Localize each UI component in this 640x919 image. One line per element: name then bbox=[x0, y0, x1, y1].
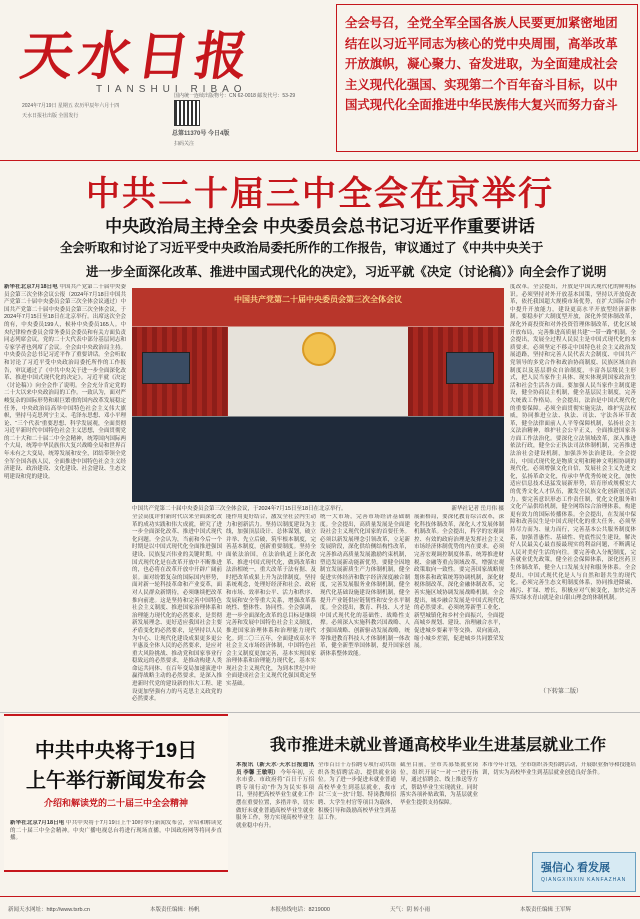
issue-line: 总第11370号 今日4版 bbox=[172, 131, 230, 137]
press-conference-body bbox=[10, 820, 222, 868]
article-column-2: 全会高度评价新时代以来全面深化改革的成功实践和伟大成就，研究了进一步全面深化改革、推进中国式现代化问题。全会认为，当前和今后一个时期是以中国式现代化全面推进强国建设、民族复兴伟业的关键时期。中国式现代化是在改革开放中不断推进的，也必将在改革开放中开辟广阔前景。面对纷繁复杂的国际国内形势，面对新一轮科技革命和产业变革，面对人民群众新期待，必须继续把改革推向前进。这是坚持和完善中国特色社会主义制度、推进国家治理体系和治理能力现代化的必然要求，是贯彻新发展理念、更好适应我国社会主要矛盾变化的必然要求，是坚持以人民为中心、让现代化建设成果更多更公平惠及全体人民的必然要求，是应对重大风险挑战、推动党和国家事业行稳致远的必然要求，是推动构建人类命运共同体、在百年变局加速演进中赢得战略主动的必然要求，是深入推进新时代党的建设新的伟大工程、建设更加坚强有力的马克思主义政党的必然要求。 bbox=[132, 514, 222, 703]
employment-byline: 本报讯（新天水·天水日报通讯员 李馨 王敏明） bbox=[236, 762, 314, 776]
employment-column-4: 本市今年计划，全市组织各类招聘活动，开展职业指导和技能培训，切实为高校毕业生到基层就业创造良好条件。 bbox=[482, 762, 636, 776]
employment-column-1-text: 今年年初，天水市委、市政府将“百日千万招聘专项行动”作为为民实事项目，坚持把高校毕业生就业工作摆在重要位置，多措并举，切实做好未就业普通高校毕业生就业服务工作，努力实现高校毕业生就业稳中有升。 bbox=[236, 769, 314, 829]
press-conference-subtitle: 介绍和解读党的二十届三中全会精神 bbox=[43, 798, 188, 808]
article-dateline: 新华社北京7月18日电 bbox=[4, 284, 58, 290]
press-conference-box bbox=[4, 714, 228, 872]
article-column-1-text: 中国共产党第二十届中央委员会第三次全体会议公报（2024年7月18日中国共产党第二十届中央委员会第三次全体会议通过）中国共产党第二十届中央委员会第三次全体会议，于2024年7月15日至18日在北京举行。出席这次全会的有，中央委员199人，候补中央委员165人。中央纪律检查委员会常务委员会委员和有关方面负责同志列席会议。党的二十大代表中部分基层同志和专家学者也列席了会议。全会由中央政治局主持。中央委员会总书记习近平作了重要讲话。全会听取和讨论了习近平受中央政治局委托所作的工作报告，审议通过了《中共中央关于进一步全面深化改革、推进中国式现代化的决定》。习近平就《决定（讨论稿）》向全会作了说明。全会充分肯定党的二十大以来中央政治局的工作。一致认为，面对严峻复杂的国际形势和艰巨繁重的国内改革发展稳定任务，中央政治局高举中国特色社会主义伟大旗帜，坚持马克思列宁主义、毛泽东思想、邓小平理论、“三个代表”重要思想、科学发展观，全面贯彻习近平新时代中国特色社会主义思想，全面贯彻党的二十大和二十届二中全会精神，统筹国内国际两个大局，统筹中华民族伟大复兴战略全局和世界百年未有之大变局，统筹发展和安全，团结带领全党全军全国各族人民，全面推进中国特色社会主义经济建设、政治建设、文化建设、社会建设、生态文明建设和党的建设。 bbox=[4, 284, 126, 480]
deck-line-1: 全会听取和讨论了习近平受中央政治局委托所作的工作报告，审议通过了《中共中央关于 bbox=[60, 240, 544, 255]
qr-label: 扫码关注 bbox=[174, 141, 195, 147]
cn-line: 国内统一连续出版物号：CN 62-0018 邮发代号：53-29 bbox=[174, 93, 296, 99]
plenary-photo bbox=[132, 288, 504, 502]
promo-text: 强信心 看发展 bbox=[541, 862, 611, 874]
press-conference-title-1: 中共中央将于19日 bbox=[34, 740, 198, 762]
press-conference-dateline: 新华社北京7月18日电 bbox=[10, 820, 65, 826]
article-column-3: 能作用更好结合，激发全社会内生动力和创新活力。坚持以制度建设为主线，加强顶层设计、总体谋划，破立并举、先立后破，筑牢根本制度，完善基本制度，创新重要制度。坚持全面依法治国，在法治轨道上深化改革、推进中国式现代化，做到改革和法治相统一，重大改革于法有据、及时把改革成果上升为法律制度。坚持系统观念，处理好经济和社会、政府和市场、效率和公平、活力和秩序、发展和安全等重大关系，增强改革系统性、整体性、协同性。全会强调，进一步全面深化改革的总目标是继续完善和发展中国特色社会主义制度，推进国家治理体系和治理能力现代化。到二〇三五年，全面建成高水平社会主义市场经济体制，中国特色社会主义制度更加完善，基本实现国家治理体系和治理能力现代化，基本实现社会主义现代化，为到本世纪中叶全面建成社会主义现代化强国奠定坚实基础。 bbox=[226, 514, 316, 688]
page-footer bbox=[0, 896, 640, 919]
photo-credit: 新华社记者 岳月伟 摄 bbox=[451, 506, 504, 512]
employment-column-2: 全市百日千万招聘专项行动共组织各类招聘活动、提供就业岗位。为了进一步促进未就业普通高校毕业生到基层就业，我市以“三支一扶”计划、特岗教师招聘、大学生村官等项目为载体，积极引导和鼓励高校毕业生到基层工作。 bbox=[318, 762, 396, 822]
employment-column-1 bbox=[236, 762, 314, 890]
article-column-4: 统一大市场，完善市场经济基础制度。全会提出，高质量发展是全面建设社会主义现代化国家的首要任务。必须以新发展理念引领改革，立足新发展阶段，深化供给侧结构性改革，完善推动高质量发展激励约束机制，塑造发展新动能新优势。要健全因地制宜发展新质生产力体制机制，健全促进实体经济和数字经济深度融合制度，完善发展服务业体制机制，健全现代化基础设施建设体制机制，健全提升产业链供应链韧性和安全水平制度。全会提出，教育、科技、人才是中国式现代化的基础性、战略性支撑。必须深入实施科教兴国战略、人才强国战略、创新驱动发展战略，统筹推进教育科技人才体制机制一体改革，健全新型举国体制，提升国家创新体系整体效能。 bbox=[320, 514, 410, 657]
photo-caption bbox=[132, 504, 504, 512]
footer-website[interactable]: 新闻天水网址：http://www.tsrb.cn bbox=[8, 907, 90, 913]
article-column-right: 度改革。全会提出，开放是中国式现代化的鲜明标识。必须坚持对外开放基本国策，坚持以开放促改革，依托我国超大规模市场优势，在扩大国际合作中提升开放能力，建设更高水平开放型经济新体制。要稳步扩大制度型开放，深化外贸体制改革，深化外商投资和对外投资管理体制改革，优化区域开放布局，完善推进高质量共建“一带一路”机制。全会提出，发展全过程人民民主是中国式现代化的本质要求。必须坚定不移走中国特色社会主义政治发展道路，坚持和完善人民代表大会制度、中国共产党领导的多党合作和政治协商制度、民族区域自治制度以及基层群众自治制度，丰富各层级民主形式，把人民当家作主具体、现实体现到国家政治生活和社会生活各方面。要加强人民当家作主制度建设，健全协商民主机制，健全基层民主制度，完善大统战工作格局。全会提出，法治是中国式现代化的重要保障。必须全面贯彻实施宪法，维护宪法权威，协同推进立法、执法、司法、守法各环节改革，健全法律面前人人平等保障机制，弘扬社会主义法治精神，维护社会公平正义，全面推进国家各方面工作法治化。要深化立法领域改革，深入推进依法行政，健全公正执法司法体制机制，完善推进法治社会建设机制，加强涉外法治建设。全会提出，中国式现代化是物质文明和精神文明相协调的现代化。必须增强文化自信，发展社会主义先进文化，弘扬革命文化，传承中华优秀传统文化，加快适应信息技术迅猛发展新形势，培育形成规模宏大的优秀文化人才队伍，激发全民族文化创新创造活力。要完善意识形态工作责任制，优化文化服务和文化产品供给机制，健全网络综合治理体系，构建更有效力的国际传播体系。全会提出，在发展中保障和改善民生是中国式现代化的重大任务。必须坚持尽力而为、量力而行，完善基本公共服务制度体系，加强普惠性、基础性、兜底性民生建设，解决好人民最关心最直接最现实的利益问题，不断满足人民对美好生活的向往。要完善收入分配制度，完善就业优先政策，健全社会保障体系，深化医药卫生体制改革，健全人口发展支持和服务体系。全会提出，中国式现代化是人与自然和谐共生的现代化。必须完善生态文明制度体系，协同推进降碳、减污、扩绿、增长，积极应对气候变化，加快完善落实绿水青山就是金山银山理念的体制机制。 bbox=[510, 284, 636, 602]
employment-headline: 我市推进未就业普通高校毕业生进基层就业工作 bbox=[269, 737, 606, 754]
deck-line-2: 进一步全面深化改革、推进中国式现代化的决定》，习近平就《决定（讨论稿）》向全会作了说明 bbox=[86, 264, 607, 279]
photo-caption-text: 中国共产党第二十届中央委员会第三次全体会议，于2024年7月15日至18日在北京举行。 bbox=[132, 506, 347, 512]
slogan-box bbox=[336, 4, 638, 152]
employment-column-3: 截至目前，全市共募集就业岗位，组织开展“一对一”进行指导，通过招聘会、线上推送等方式，帮助毕业生实现就业。同时落实各项补贴政策，为基层就业毕业生提供支持保障。 bbox=[400, 762, 478, 806]
masthead-divider bbox=[0, 160, 640, 161]
qr-code-icon[interactable] bbox=[174, 100, 200, 126]
footer-weather: 天气：阴 转小雨 bbox=[390, 907, 431, 913]
publisher-line: 天水日报社出版 全国发行 bbox=[22, 113, 79, 119]
footer-phone: 本报热线电话：8219000 bbox=[270, 907, 330, 913]
article-column-1 bbox=[4, 284, 126, 708]
photo-banner: 中国共产党第二十届中央委员会第三次全体会议 bbox=[234, 295, 402, 304]
press-conference-text: 中共中央将于7月19日上午10时举行新闻发布会，介绍和解读党的二十届三中全会精神。中央广播电视总台将进行现场直播，中国政府网等将同步直播。 bbox=[10, 820, 222, 842]
footer-editor: 本版责任编辑 王军辉 bbox=[520, 907, 572, 913]
newspaper-logo: 天水日报 bbox=[17, 26, 258, 87]
promo-badge[interactable] bbox=[532, 852, 636, 892]
continued-note: （下转第二版） bbox=[540, 689, 583, 695]
main-headline: 中共二十届三中全会在京举行 bbox=[86, 175, 554, 213]
article-column-5: 展新格局，要深化教育综合改革，深化科技体制改革，深化人才发展体制机制改革。全会提出，科学的宏观调控、有效的政府治理是发挥社会主义市场经济体制优势的内在要求。必须完善宏观调控制度体系，统筹推进财税、金融等重点领域改革，增强宏观政策取向一致性。要完善国家战略规划体系和政策统筹协调机制，深化财税体制改革，深化金融体制改革，完善实施区域协调发展战略机制。全会提出，城乡融合发展是中国式现代化的必然要求。必须统筹新型工业化、新型城镇化和乡村全面振兴，全面提高城乡规划、建设、治理融合水平，促进城乡要素平等交换、双向流动，缩小城乡差别，促进城乡共同繁荣发展。 bbox=[414, 514, 504, 650]
party-emblem-icon bbox=[302, 332, 336, 366]
logo-pinyin: TIANSHUI RIBAO bbox=[96, 84, 247, 95]
promo-subtext: QIANGXINXIN KANFAZHAN bbox=[541, 877, 627, 883]
screen-right bbox=[446, 352, 494, 384]
section-divider bbox=[0, 712, 640, 713]
slogan-text: 全会号召，全党全军全国各族人民要更加紧密地团结在以习近平同志为核心的党中央周围，高举改革开放旗帜，凝心聚力、奋发进取，为全面建成社会主义现代化强国、实现第二个百年奋斗目标，以中国式现代化全面推进中华民族伟大复兴而努力奋斗 bbox=[345, 16, 618, 112]
date-line: 2024年7月19日 星期五 农历甲辰年六月十四 bbox=[22, 103, 120, 109]
screen-left bbox=[142, 352, 190, 384]
footer-ad: 本版责任编辑：杨帆 bbox=[150, 907, 200, 913]
main-subhead: 中央政治局主持全会 中央委员会总书记习近平作重要讲话 bbox=[105, 217, 535, 236]
press-conference-title-2: 上午举行新闻发布会 bbox=[26, 770, 206, 792]
